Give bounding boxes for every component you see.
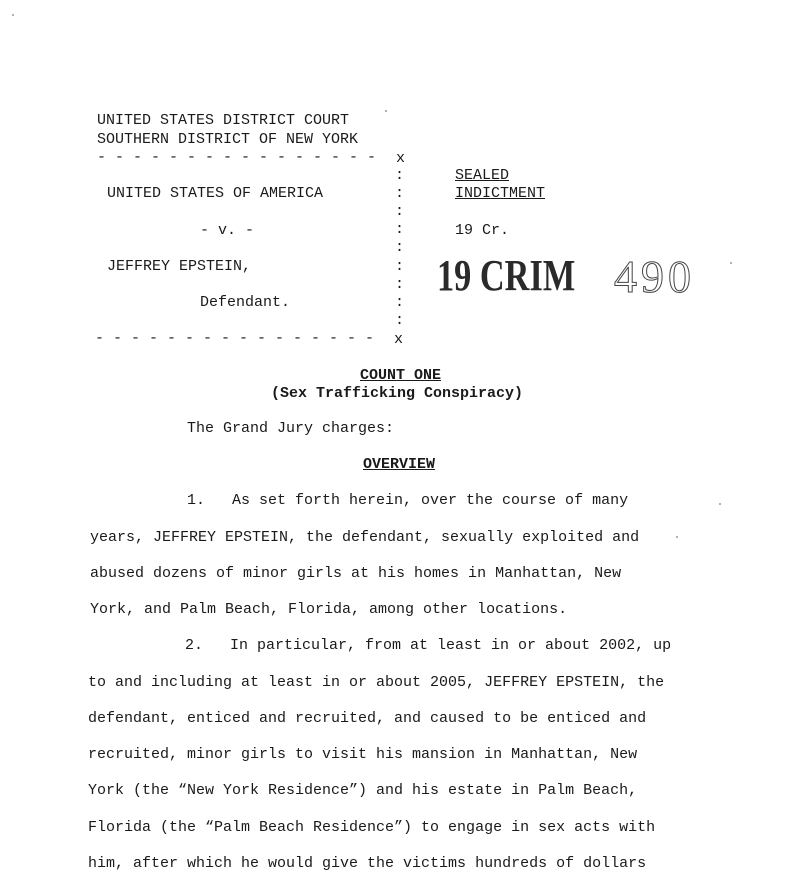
scan-speck [12,14,14,16]
body-line: 2. In particular, from at least in or about 2002, up [185,637,672,654]
overview-heading: OVERVIEW [363,456,436,473]
count-subtitle: (Sex Trafficking Conspiracy) [271,385,524,402]
caption-top-x: x [396,150,406,167]
body-line: York, and Palm Beach, Florida, among other locations. [90,601,568,618]
body-line: abused dozens of minor girls at his homes in Manhattan, New [90,565,622,582]
stamp-number: 490 [614,251,695,302]
sealed-label: SEALED [455,167,510,184]
body-line: 1. As set forth herein, over the course of many [187,492,629,509]
caption-colon: : [395,167,405,184]
caption-colon: : [395,276,405,293]
case-number-prefix: 19 Cr. [455,222,510,239]
plaintiff-name: UNITED STATES OF AMERICA [107,185,324,202]
stamp-crim: 19 CRIM [437,251,576,300]
caption-colon: : [395,185,405,202]
caption-bottom-x: x [394,331,404,348]
body-line: defendant, enticed and recruited, and caused to be enticed and [88,710,647,727]
versus: - v. - [200,222,255,239]
caption-top-dash-line: - - - - - - - - - - - - - - - - [97,149,377,166]
indictment-label: INDICTMENT [455,185,546,202]
caption-colon: : [395,294,405,311]
body-line: York (the “New York Residence”) and his estate in Palm Beach, [88,782,638,799]
grand-jury-charges: The Grand Jury charges: [187,420,395,437]
body-line: years, JEFFREY EPSTEIN, the defendant, sexually exploited and [90,529,640,546]
body-line: him, after which he would give the victims hundreds of dollars [88,855,647,872]
defendant-label: Defendant. [200,294,291,311]
court-name-line2: SOUTHERN DISTRICT OF NEW YORK [97,131,359,148]
scan-speck [719,503,721,505]
caption-colon: : [395,312,405,329]
body-line: recruited, minor girls to visit his mansion in Manhattan, New [88,746,638,763]
court-name-line1: UNITED STATES DISTRICT COURT [97,112,350,129]
caption-colon: : [395,258,405,275]
scan-speck [385,110,387,112]
defendant-name: JEFFREY EPSTEIN, [107,258,252,275]
count-title: COUNT ONE [360,367,442,384]
scan-speck [730,262,732,264]
caption-bottom-dash-line: - - - - - - - - - - - - - - - - [95,330,375,347]
body-line: Florida (the “Palm Beach Residence”) to engage in sex acts with [88,819,656,836]
body-line: to and including at least in or about 2005, JEFFREY EPSTEIN, the [88,674,665,691]
caption-colon: : [395,203,405,220]
caption-colon: : [395,239,405,256]
caption-colon: : [395,221,405,238]
scan-speck [676,536,678,538]
